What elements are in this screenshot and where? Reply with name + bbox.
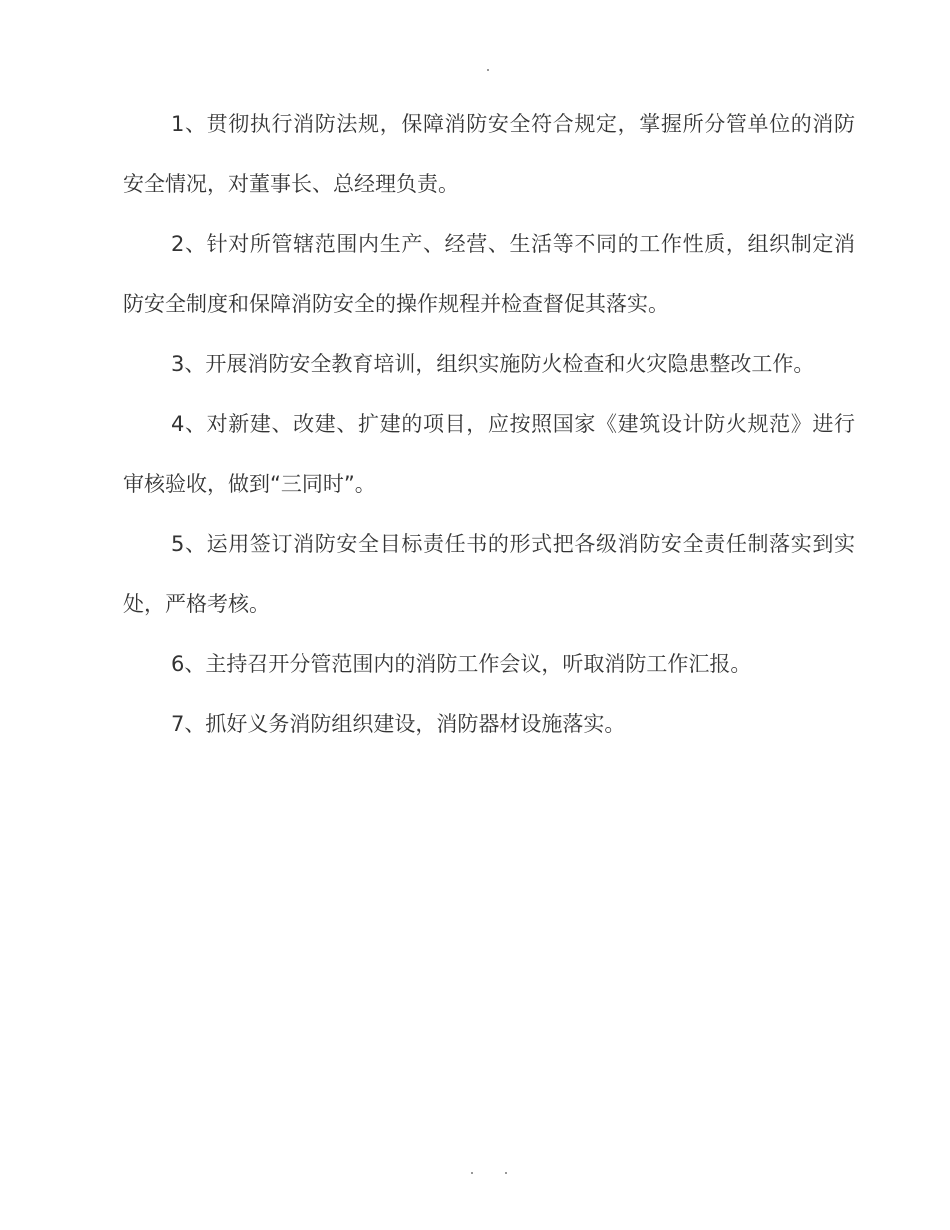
paragraph-7: 7、抓好义务消防组织建设，消防器材设施落实。 [171, 712, 626, 736]
paragraph-3: 3、开展消防安全教育培训，组织实施防火检查和火灾隐患整改工作。 [171, 352, 815, 376]
paragraph-6: 6、主持召开分管范围内的消防工作会议，听取消防工作汇报。 [171, 652, 752, 676]
paragraph-4: 4、对新建、改建、扩建的项目，应按照国家《建筑设计防火规范》进行审核验收，做到“三同时”。 [123, 412, 855, 496]
header-dot-mark [487, 69, 489, 71]
paragraph-1: 1、贯彻执行消防法规，保障消防安全符合规定，掌握所分管单位的消防安全情况，对董事长、总经理负责。 [123, 112, 855, 196]
paragraph-5: 5、运用签订消防安全目标责任书的形式把各级消防安全责任制落实到实处，严格考核。 [123, 532, 855, 616]
footer-dot-mark [471, 1172, 473, 1174]
footer-dot-mark [505, 1172, 507, 1174]
paragraph-2: 2、针对所管辖范围内生产、经营、生活等不同的工作性质，组织制定消防安全制度和保障消防安全的操作规程并检查督促其落实。 [123, 232, 855, 316]
document-body [123, 94, 855, 754]
